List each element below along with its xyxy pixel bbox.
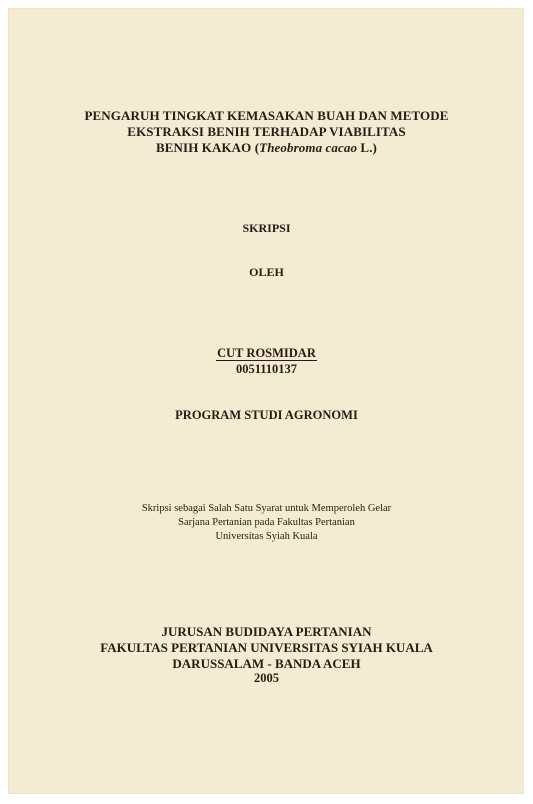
department-name: JURUSAN BUDIDAYA PERTANIAN [161,624,372,639]
student-id: 0051110137 [235,362,298,376]
author-name: CUT ROSMIDAR [217,346,316,360]
description-line-2: Sarjana Pertanian pada Fakultas Pertanian [178,517,355,528]
scientific-name: Theobroma cacao [259,140,358,155]
thesis-title-line-3 [0,140,533,156]
thesis-title-line-3-prefix: BENIH KAKAO ( [156,140,260,155]
document-type: SKRIPSI [242,221,291,235]
thesis-title-line-3-suffix: L.) [357,140,377,155]
thesis-title-line-1: PENGARUH TINGKAT KEMASAKAN BUAH DAN METODE [84,108,449,123]
study-program: PROGRAM STUDI AGRONOMI [175,408,358,422]
by-label: OLEH [249,265,284,279]
author-name-line [0,346,533,361]
description-line-1: Skripsi sebagai Salah Satu Syarat untuk Memperoleh Gelar [141,503,392,514]
thesis-title-line-2: EKSTRAKSI BENIH TERHADAP VIABILITAS [127,124,406,139]
institution-location: DARUSSALAM - BANDA ACEH [172,656,361,671]
description-line-3: Universitas Syiah Kuala [215,531,318,542]
publication-year: 2005 [254,671,279,685]
faculty-name: FAKULTAS PERTANIAN UNIVERSITAS SYIAH KUALA [100,640,433,655]
